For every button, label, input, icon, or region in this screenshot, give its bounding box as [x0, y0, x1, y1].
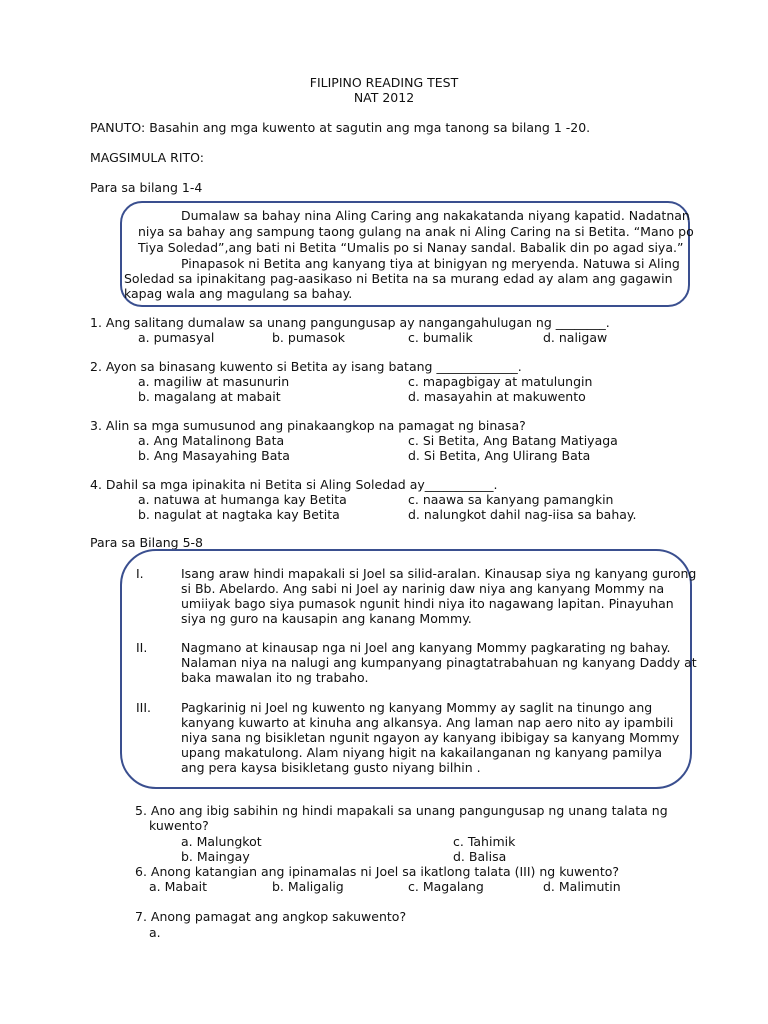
option: b. Maingay — [181, 849, 250, 864]
story-line: siya ng guro na kausapin ang kanang Mommy. — [181, 611, 472, 626]
option: c. naawa sa kanyang pamangkin — [408, 492, 614, 507]
story-line: si Bb. Abelardo. Ang sabi ni Joel ay narinig daw niya ang kanyang Mommy na — [181, 581, 665, 596]
test-title: FILIPINO READING TEST — [309, 75, 459, 90]
option: b. Ang Masayahing Bata — [138, 448, 290, 463]
story-line: niya sa bahay ang sampung taong gulang na anak ni Aling Caring na si Betita. “Mano po — [138, 224, 694, 239]
story-line: Soledad sa ipinakitang pag-aasikaso ni Betita na sa murang edad ay alam ang gagawin — [124, 271, 673, 286]
option: b. Maligalig — [272, 879, 344, 894]
option: c. Tahimik — [453, 834, 516, 849]
option: c. mapagbigay at matulungin — [408, 374, 593, 389]
story-line: kanyang kuwarto at kinuha ang alkansya. Ang laman nap aero nito ay ipambili — [181, 715, 674, 730]
option: a. pumasyal — [138, 330, 215, 345]
option: d. Si Betita, Ang Ulirang Bata — [408, 448, 591, 463]
section-label-5-8: Para sa Bilang 5-8 — [90, 535, 203, 550]
option: a. Mabait — [149, 879, 208, 894]
section-label-1-4: Para sa bilang 1-4 — [90, 180, 203, 195]
option: d. Balisa — [453, 849, 507, 864]
option: b. magalang at mabait — [138, 389, 281, 404]
option: c. Si Betita, Ang Batang Matiyaga — [408, 433, 618, 448]
option: a. — [149, 925, 161, 940]
question-2: 2. Ayon sa binasang kuwento si Betita ay isang batang _____________. — [90, 359, 522, 374]
story-line: Dumalaw sa bahay nina Aling Caring ang nakakatanda niyang kapatid. Nadatnan — [181, 208, 690, 223]
option: b. pumasok — [272, 330, 345, 345]
option: b. nagulat at nagtaka kay Betita — [138, 507, 340, 522]
option: a. natuwa at humanga kay Betita — [138, 492, 347, 507]
option: d. naligaw — [543, 330, 608, 345]
question-1: 1. Ang salitang dumalaw sa unang pangungusap ay nangangahulugan ng ________. — [90, 315, 610, 330]
question-5-continued: kuwento? — [149, 818, 209, 833]
story-line: Isang araw hindi mapakali si Joel sa silid-aralan. Kinausap siya ng kanyang gurong — [181, 566, 697, 581]
story-line: Nalaman niya na nalugi ang kumpanyang pinagtatrabahuan ng kanyang Daddy at — [181, 655, 697, 670]
option: d. Malimutin — [543, 879, 621, 894]
question-6: 6. Anong katangian ang ipinamalas ni Joel sa ikatlong talata (III) ng kuwento? — [135, 864, 620, 879]
question-3: 3. Alin sa mga sumusunod ang pinakaangkop na pamagat ng binasa? — [90, 418, 526, 433]
paragraph-numeral: I. — [136, 566, 144, 581]
question-4: 4. Dahil sa mga ipinakita ni Betita si Aling Soledad ay___________. — [90, 477, 498, 492]
story-line: Tiya Soledad”,ang bati ni Betita “Umalis po si Nanay sandal. Babalik din po agad siya.” — [138, 240, 684, 255]
option: a. Ang Matalinong Bata — [138, 433, 285, 448]
story-line: baka mawalan ito ng trabaho. — [181, 670, 369, 685]
question-5: 5. Ano ang ibig sabihin ng hindi mapakali sa unang pangungusap ng unang talata ng — [135, 803, 668, 818]
paragraph-numeral: III. — [136, 700, 152, 715]
paragraph-numeral: II. — [136, 640, 148, 655]
question-7: 7. Anong pamagat ang angkop sakuwento? — [135, 909, 407, 924]
story-line: Nagmano at kinausap nga ni Joel ang kanyang Mommy pagkarating ng bahay. — [181, 640, 671, 655]
story-line: niya sana ng bisikletan ngunit ngayon ay kanyang ibibigay sa kanyang Mommy — [181, 730, 680, 745]
option: c. bumalik — [408, 330, 473, 345]
instructions: PANUTO: Basahin ang mga kuwento at sagutin ang mga tanong sa bilang 1 -20. — [90, 120, 591, 135]
story-line: upang makatulong. Alam niyang higit na kakailanganan ng kanyang pamilya — [181, 745, 663, 760]
option: c. Magalang — [408, 879, 484, 894]
story-line: Pagkarinig ni Joel ng kuwento ng kanyang Mommy ay saglit na tinungo ang — [181, 700, 653, 715]
story-line: umiiyak bago siya pumasok ngunit hindi niya ito nagawang lapitan. Pinayuhan — [181, 596, 674, 611]
story-line: ang pera kaysa bisikletang gusto niyang bilhin . — [181, 760, 481, 775]
test-subtitle: NAT 2012 — [353, 90, 415, 105]
option: d. nalungkot dahil nag-iisa sa bahay. — [408, 507, 637, 522]
story-line: kapag wala ang magulang sa bahay. — [124, 286, 353, 301]
option: a. magiliw at masunurin — [138, 374, 290, 389]
option: d. masayahin at makuwento — [408, 389, 586, 404]
start-here-label: MAGSIMULA RITO: — [90, 150, 204, 165]
story-line: Pinapasok ni Betita ang kanyang tiya at binigyan ng meryenda. Natuwa si Aling — [181, 256, 680, 271]
option: a. Malungkot — [181, 834, 262, 849]
